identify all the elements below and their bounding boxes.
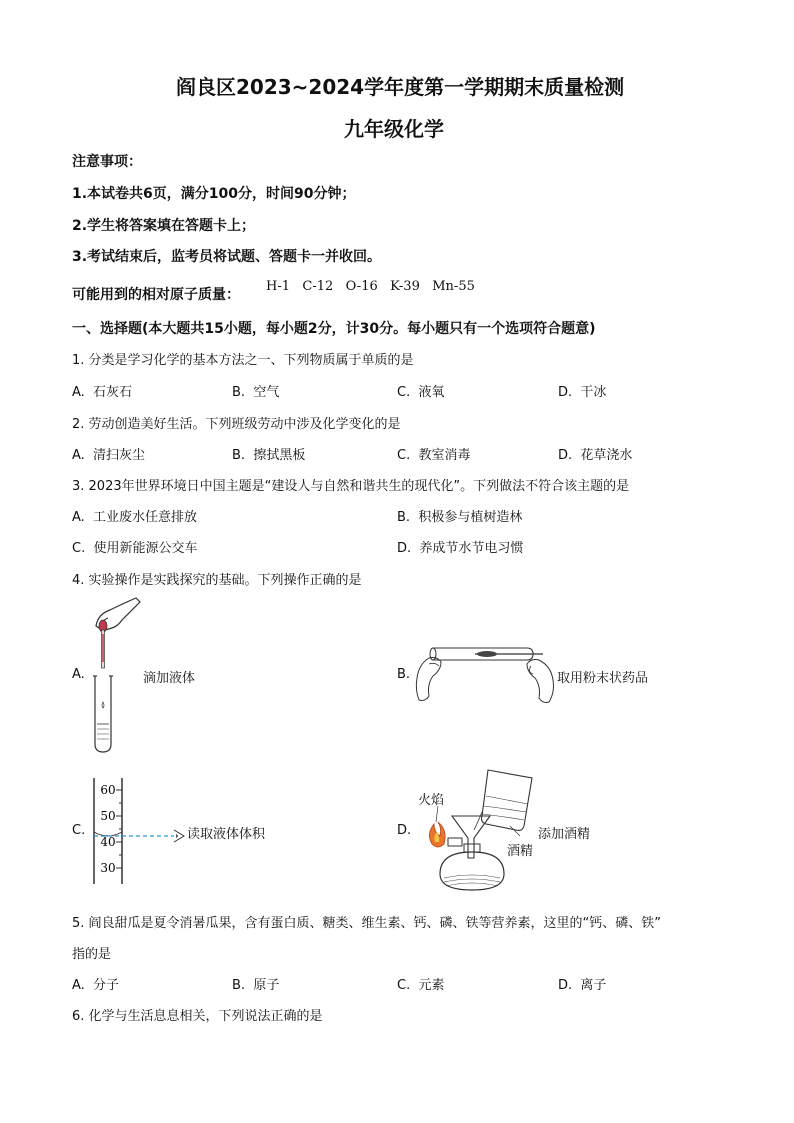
option-a-caption: 滴加液体: [143, 671, 196, 686]
section-heading: 一、选择题(本大题共15小题，每小题2分，计30分。每小题只有一个选项符合题意): [72, 321, 596, 337]
option-a: A. 石灰石: [72, 385, 133, 400]
page-title: 阎良区2023~2024学年度第一学期期末质量检测: [176, 75, 625, 99]
option-d-caption: 添加酒精: [538, 827, 591, 842]
option-d: D. 干冰: [558, 385, 607, 400]
question-stem: 5. 阎良甜瓜是夏令消暑瓜果，含有蛋白质、糖类、维生素、钙、磷、铁等营养素，这里的“钙、磷、铁”: [72, 916, 662, 931]
option-a: A. 清扫灰尘: [72, 448, 146, 463]
notice-item: 1.本试卷共6页，满分100分，时间90分钟；: [72, 186, 356, 202]
notice-item: 3.考试结束后，监考员将试题、答题卡一并收回。: [72, 249, 382, 265]
option-b-letter: B.: [397, 667, 411, 682]
notice-heading: 注意事项：: [72, 154, 142, 170]
option-b: B. 擦拭黑板: [232, 448, 306, 463]
page-subtitle: 九年级化学: [344, 117, 444, 141]
option-b: B. 空气: [232, 385, 280, 400]
option-d: D. 离子: [558, 978, 607, 993]
question-stem: 4. 实验操作是实践探究的基础。下列操作正确的是: [72, 573, 362, 588]
notice-item: 2.学生将答案填在答题卡上；: [72, 218, 256, 234]
cylinder-tick-40: 40: [100, 835, 116, 849]
question-stem: 2. 劳动创造美好生活。下列班级劳动中涉及化学变化的是: [72, 417, 401, 432]
option-a-letter: A.: [72, 667, 85, 682]
option-c-caption: 读取液体体积: [187, 827, 266, 842]
option-b-caption: 取用粉末状药品: [557, 671, 649, 686]
option-c: C. 教室消毒: [397, 448, 471, 463]
powder-test-tube-figure: [415, 636, 555, 712]
question-stem: 3. 2023年世界环境日中国主题是“建设人与自然和谐共生的现代化”。下列做法不符合该主题的是: [72, 479, 630, 494]
question-stem-continued: 指的是: [72, 947, 112, 962]
flame-label: 火焰: [418, 793, 445, 808]
option-d-letter: D.: [397, 823, 412, 838]
option-b: B. 积极参与植树造林: [397, 510, 523, 525]
question-stem: 6. 化学与生活息息相关，下列说法正确的是: [72, 1009, 323, 1024]
option-a: A. 分子: [72, 978, 120, 993]
option-b: B. 原子: [232, 978, 280, 993]
cylinder-tick-60: 60: [100, 783, 116, 797]
graduated-cylinder-figure: [88, 774, 198, 886]
option-d: D. 养成节水节电习惯: [397, 541, 524, 556]
dropper-test-tube-figure: [88, 596, 148, 756]
option-c: C. 元素: [397, 978, 445, 993]
alcohol-lamp-figure: [420, 766, 550, 896]
atomic-mass-values: H-1 C-12 O-16 K-39 Mn-55: [266, 279, 475, 294]
option-c: C. 液氧: [397, 385, 445, 400]
alcohol-label: 酒精: [507, 844, 534, 859]
cylinder-tick-30: 30: [100, 861, 116, 875]
option-d: D. 花草浇水: [558, 448, 633, 463]
cylinder-tick-50: 50: [100, 809, 116, 823]
atomic-mass-label: 可能用到的相对原子质量：: [72, 287, 240, 303]
question-stem: 1. 分类是学习化学的基本方法之一、下列物质属于单质的是: [72, 353, 414, 368]
option-c: C. 使用新能源公交车: [72, 541, 198, 556]
option-c-letter: C.: [72, 823, 86, 838]
option-a: A. 工业废水任意排放: [72, 510, 198, 525]
